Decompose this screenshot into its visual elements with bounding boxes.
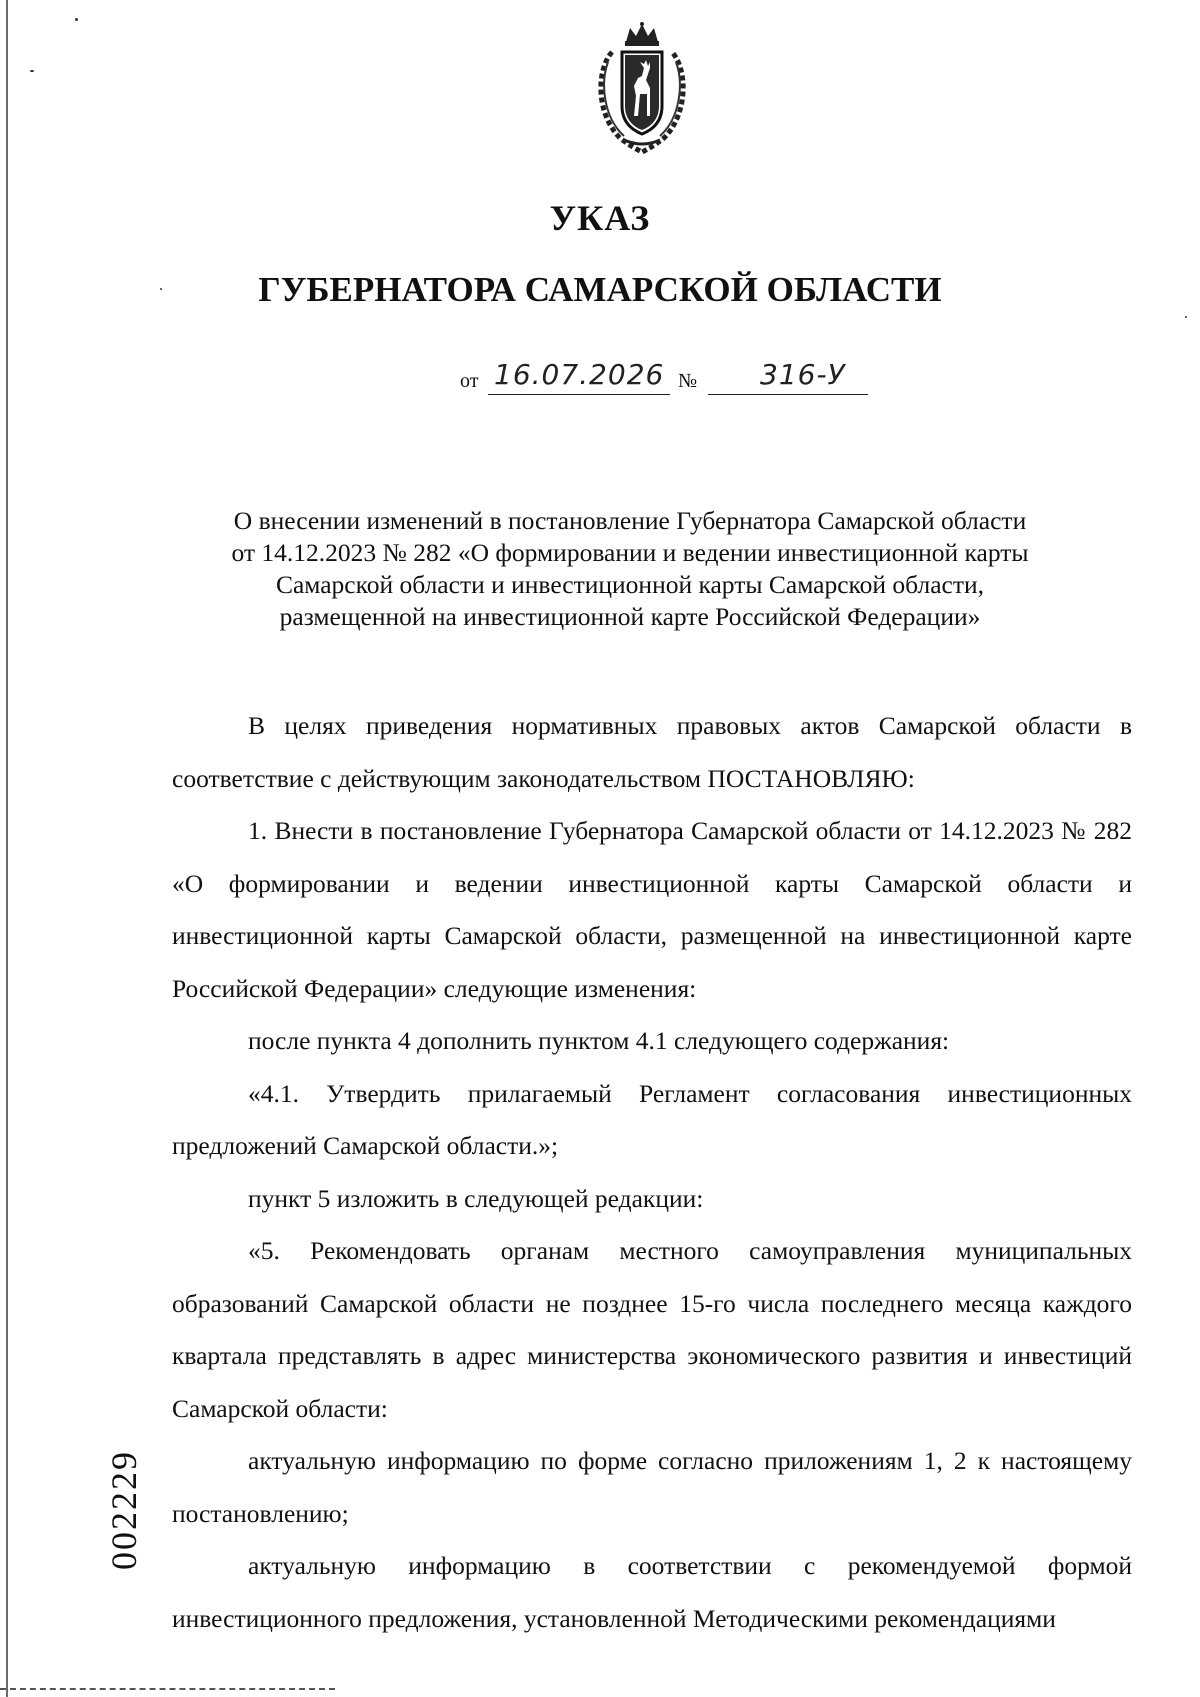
- document-issuer: ГУБЕРНАТОРА САМАРСКОЙ ОБЛАСТИ: [258, 270, 942, 309]
- body-paragraph: актуальную информацию в соответствии с рекомендуемой формой инвестиционного предложения, установленной Методическими рекомендациями: [172, 1551, 1132, 1633]
- number-label: №: [678, 370, 698, 392]
- handwritten-number: 316-У: [760, 358, 846, 391]
- subject-line: размещенной на инвестиционной карте Российской Федерации»: [279, 602, 981, 631]
- subject-line: Самарской области и инвестиционной карты Самарской области,: [275, 570, 985, 599]
- handwritten-date: 16.07.2026: [494, 358, 665, 391]
- date-number-line: [460, 356, 880, 396]
- subject-line: О внесении изменений в постановление Губернатора Самарской области: [233, 506, 1027, 535]
- body-paragraph: «5. Рекомендовать органам местного самоуправления муниципальных образований Самарской области не позднее 15-го числа последнего месяца каждого квартала представлять в адрес министерства экономического развития и инвестиций Самарской области:: [172, 1236, 1132, 1423]
- decree-body: [172, 700, 1132, 1645]
- date-from-label: от: [460, 370, 479, 392]
- registration-side-number: 002229: [104, 1450, 144, 1570]
- date-underline: [488, 394, 670, 395]
- body-paragraph: после пункта 4 дополнить пунктом 4.1 следующего содержания:: [248, 1026, 950, 1055]
- decree-subject: [190, 505, 1070, 633]
- body-paragraph: актуальную информацию по форме согласно приложениям 1, 2 к настоящему постановлению;: [172, 1446, 1132, 1528]
- subject-line: от 14.12.2023 № 282 «О формировании и ведении инвестиционной карты: [231, 538, 1029, 567]
- body-paragraph: пункт 5 изложить в следующей редакции:: [248, 1183, 704, 1213]
- document-title: УКАЗ: [549, 198, 651, 238]
- body-paragraph: В целях приведения нормативных правовых актов Самарской области в соответствие с действующим законодательством ПОСТАНОВЛЯЮ:: [172, 711, 1132, 793]
- page-left-edge-line: [6, 0, 8, 1697]
- coat-of-arms-icon: [590, 22, 694, 154]
- scan-speck: [30, 70, 34, 72]
- page-bottom-dashed-line: [0, 1688, 335, 1690]
- body-paragraph: 1. Внести в постановление Губернатора Самарской области от 14.12.2023 № 282 «О формировании и ведении инвестиционной карты Самарской области и инвестиционной карты Самарской области, размещенной на инвестиционной карте Российской Федерации» следующие изменения:: [172, 816, 1132, 1003]
- scan-speck: [1185, 316, 1187, 318]
- body-paragraph: «4.1. Утвердить прилагаемый Регламент согласования инвестиционных предложений Самарской области.»;: [172, 1078, 1132, 1160]
- scan-speck: [75, 18, 78, 21]
- number-underline: [708, 394, 868, 395]
